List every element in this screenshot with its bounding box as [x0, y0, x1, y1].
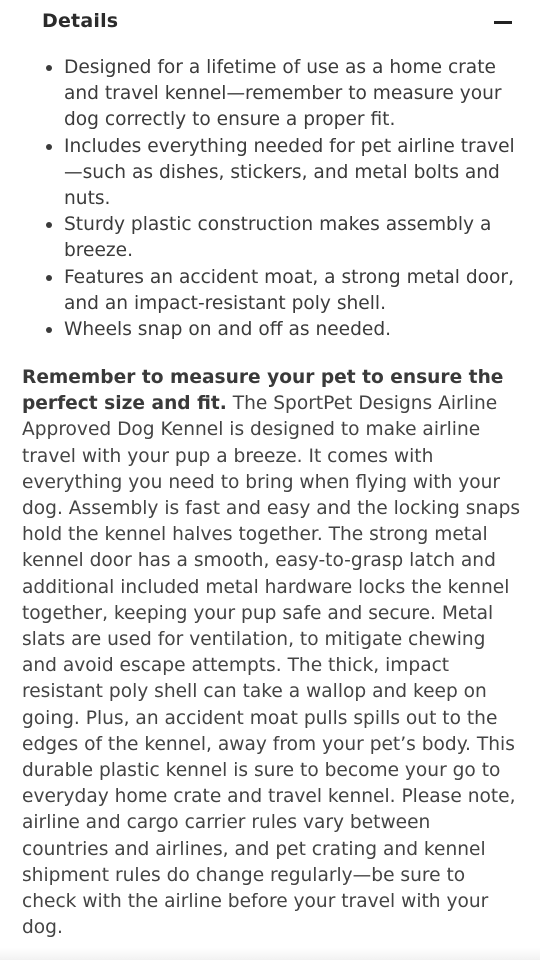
description-lead: Remember to measure your pet to ensure the perfect size and fit. [22, 367, 504, 415]
minus-icon[interactable] [492, 12, 514, 32]
list-item [0, 265, 540, 317]
bottom-edge-shadow [0, 948, 540, 960]
list-item-text: Sturdy plastic construction makes assembly a breeze. [64, 214, 492, 262]
list-item-text: Wheels snap on and off as needed. [64, 319, 392, 341]
list-item [0, 55, 540, 134]
bullet-dot [46, 275, 52, 281]
list-item-text: Designed for a lifetime of use as a home crate and travel kennel—remember to measure your dog correctly to ensure a proper fit. [64, 57, 502, 131]
details-accordion-header[interactable] [0, 0, 540, 42]
list-item [0, 134, 540, 213]
list-item [0, 317, 540, 343]
bullet-dot [46, 327, 52, 333]
bullet-dot [46, 65, 52, 71]
list-item-text: Includes everything needed for pet airline travel—such as dishes, stickers, and metal bolts and nuts. [64, 135, 515, 210]
product-description [22, 365, 522, 941]
details-bullet-list [0, 55, 540, 343]
minus-icon-bar [494, 21, 512, 24]
list-item-text: Features an accident moat, a strong metal door, and an impact-resistant poly shell. [64, 266, 514, 314]
description-body: The SportPet Designs Airline Approved Dog Kennel is designed to make airline travel with your pup a breeze. It comes with everything you need to bring when flying with your dog. Assembly is fast and easy and the locking snaps hold the kennel halves together. The strong metal kennel door has a smooth, easy-to-grasp latch and additional included metal hardware locks the kennel together, keeping your pup safe and secure. Metal slats are used for ventilation, to mitigate chewing and avoid escape attempts. The thick, impact resistant poly shell can take a wallop and keep on going. Plus, an accident moat pulls spills out to the edges of the kennel, away from your pet’s body. This durable plastic kennel is sure to become your go to everyday home crate and travel kennel. Please note, airline and cargo carrier rules vary between countries and airlines, and pet crating and kennel shipment rules do change regularly—be sure to check with the airline before your travel with your dog. [22, 393, 521, 939]
details-title: Details [42, 10, 119, 32]
list-item [0, 212, 540, 264]
bullet-dot [46, 144, 52, 150]
bullet-dot [46, 222, 52, 228]
